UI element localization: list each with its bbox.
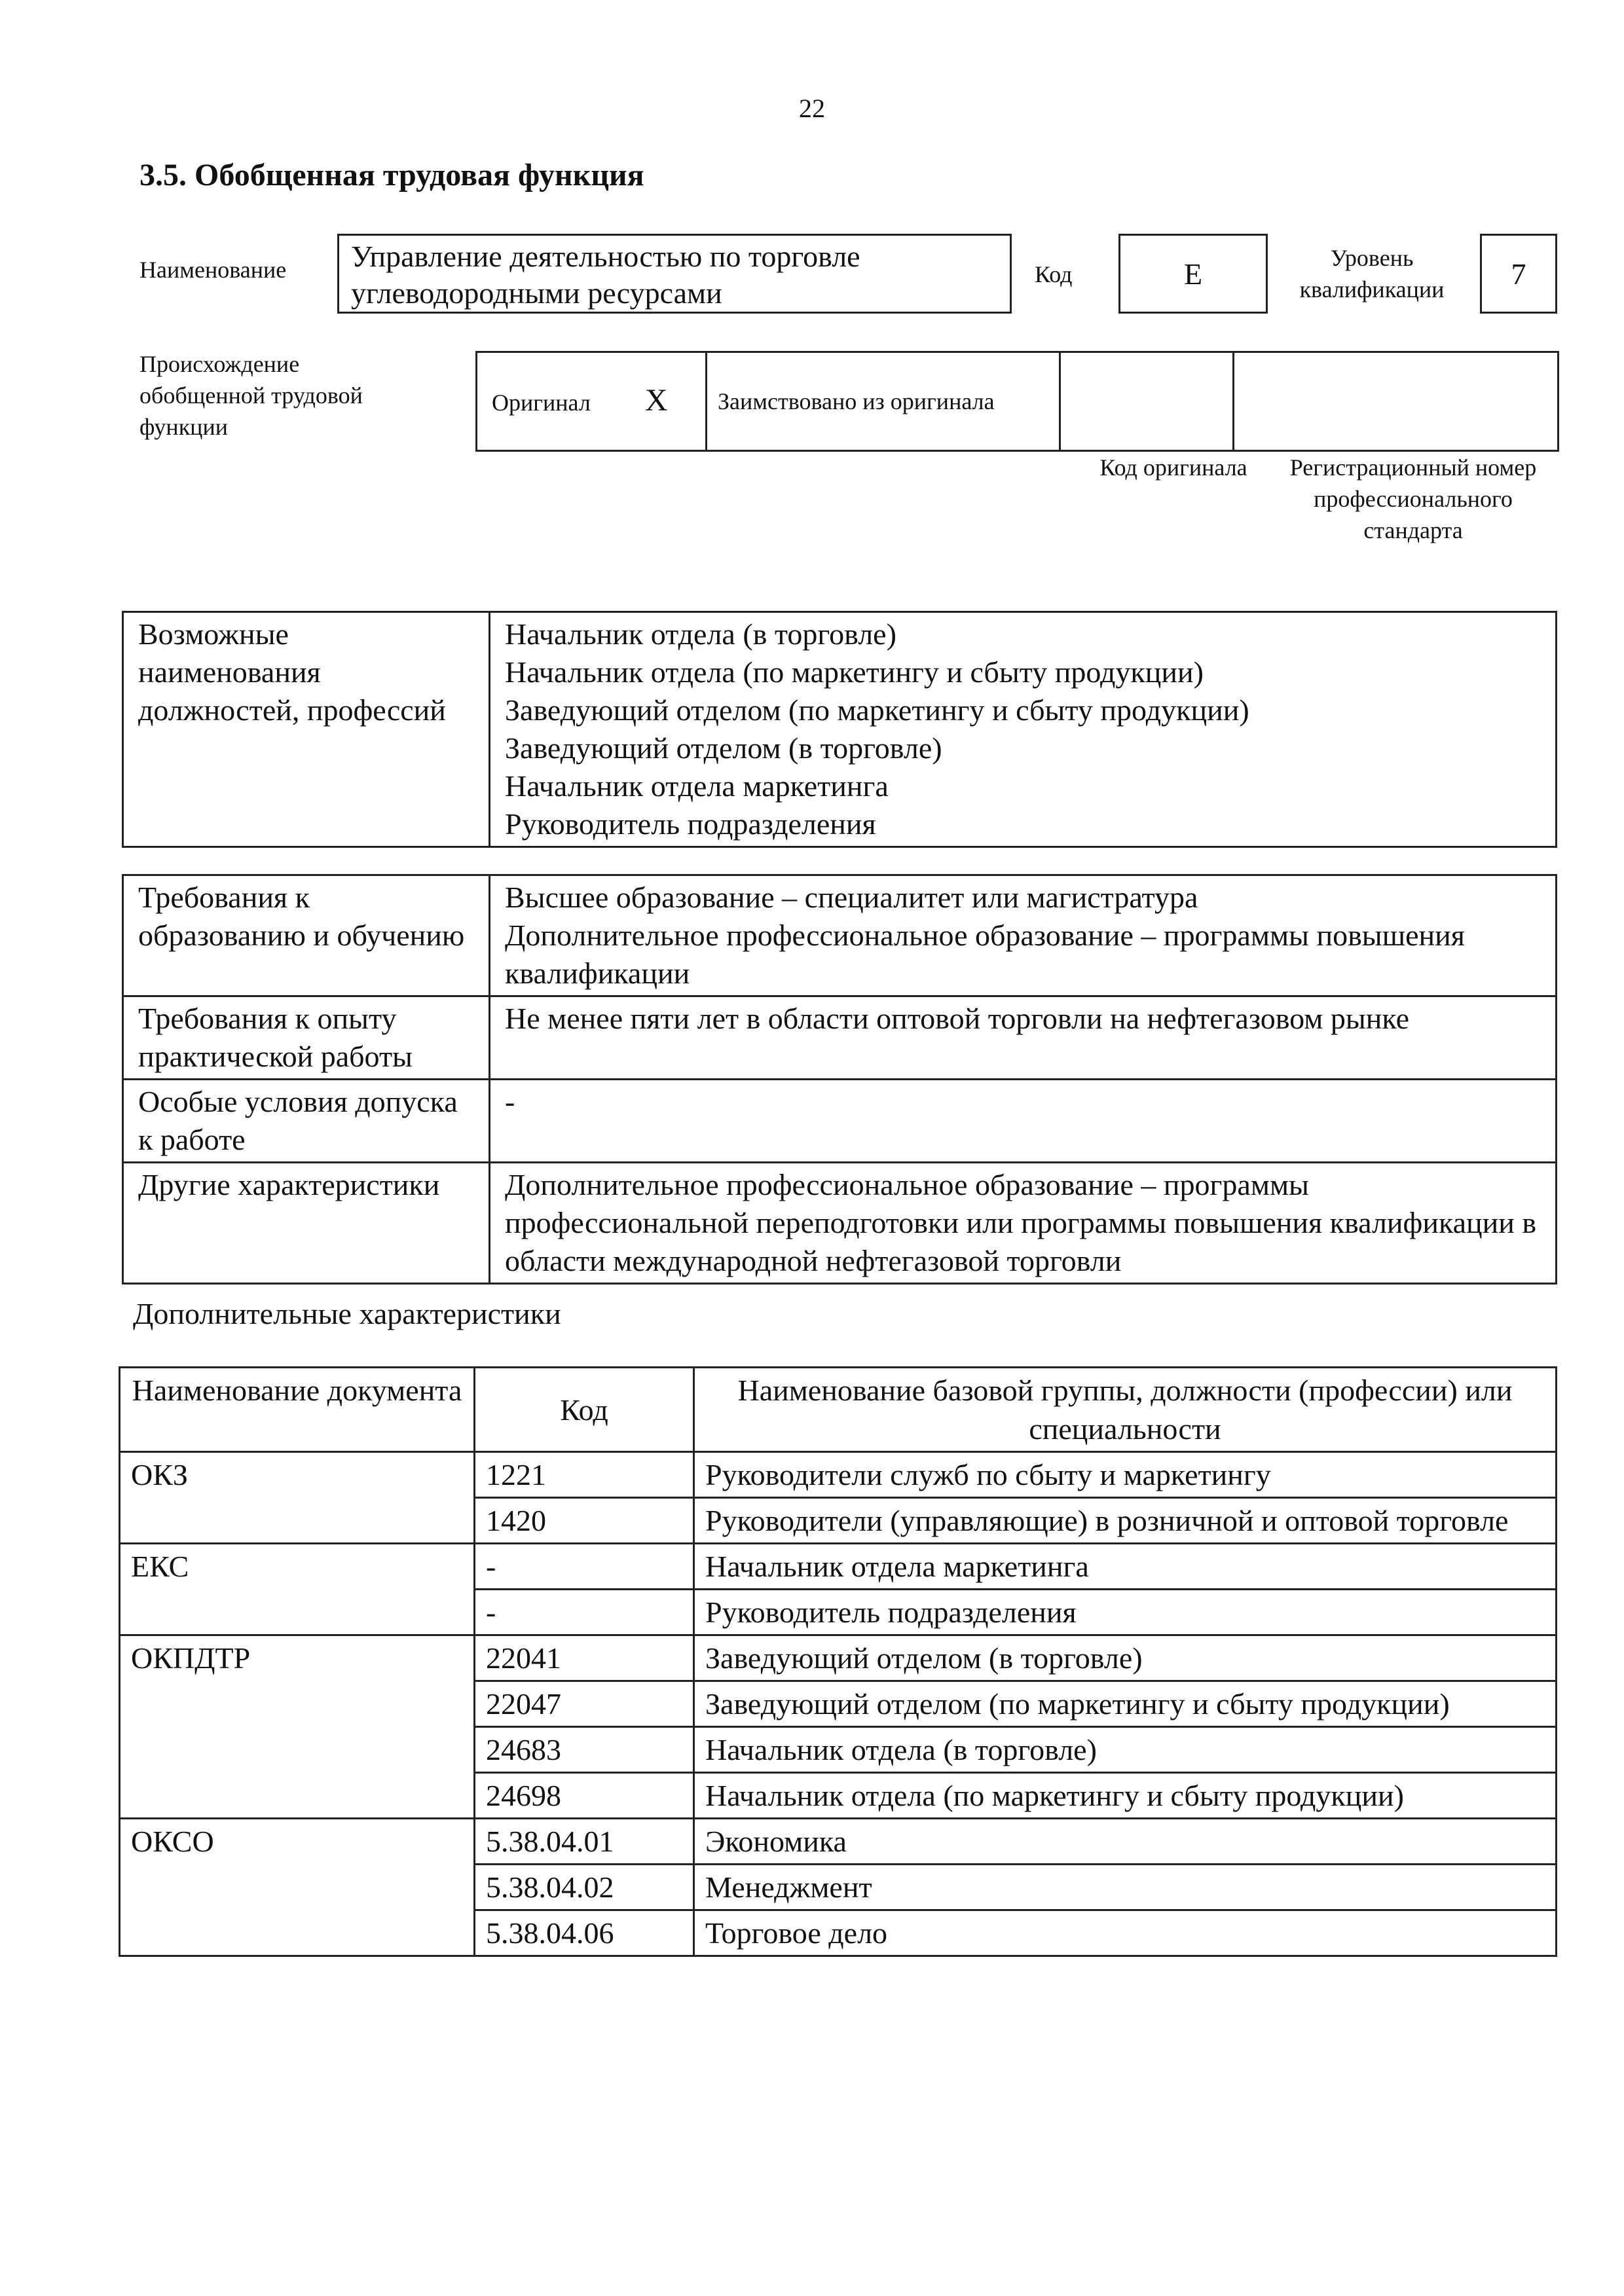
position-item: Заведующий отделом (в торговле) — [505, 731, 942, 765]
positions-table — [122, 611, 1557, 848]
requirements-table — [122, 874, 1557, 1285]
name-cell: Экономика — [694, 1819, 1557, 1865]
req-label: Требования к образованию и обучению — [123, 875, 490, 996]
name-cell: Заведующий отделом (по маркетингу и сбыту продукции) — [694, 1681, 1557, 1727]
origin-label: Происхождение обобщенной трудовой функции — [139, 351, 363, 440]
header-cell: Код — [475, 1368, 694, 1452]
name-value: Управление деятельностью по торговле углеводородными ресурсами — [337, 234, 1012, 314]
name-cell: Начальник отдела (по маркетингу и сбыту продукции) — [694, 1773, 1557, 1819]
doc-cell: ОКЗ — [120, 1452, 475, 1544]
reg-number-cell — [1234, 352, 1559, 451]
original-cell — [477, 352, 707, 451]
positions-list — [490, 612, 1557, 847]
name-cell: Начальник отдела (в торговле) — [694, 1727, 1557, 1773]
header-cell: Наименование базовой группы, должности (профессии) или специальности — [694, 1368, 1557, 1452]
original-label: Оригинал — [492, 389, 591, 416]
code-original-cell — [1060, 352, 1234, 451]
code-cell: 24698 — [475, 1773, 694, 1819]
req-label: Особые условия допуска к работе — [123, 1080, 490, 1163]
position-item: Заведующий отделом (по маркетингу и сбыту продукции) — [505, 693, 1249, 727]
additional-table — [119, 1366, 1557, 1957]
name-cell: Руководители (управляющие) в розничной и оптовой торговле — [694, 1498, 1557, 1544]
name-cell: Заведующий отделом (в торговле) — [694, 1635, 1557, 1681]
code-cell: 22041 — [475, 1635, 694, 1681]
level-label: Уровень квалификации — [1299, 245, 1445, 302]
req-label: Требования к опыту практической работы — [123, 996, 490, 1080]
code-cell: - — [475, 1590, 694, 1635]
reg-number-label: Регистрационный номер профессионального стандарта — [1289, 454, 1537, 543]
doc-cell: ОКПДТР — [120, 1635, 475, 1819]
req-label: Другие характеристики — [123, 1163, 490, 1284]
position-item: Начальник отдела (по маркетингу и сбыту продукции) — [505, 655, 1204, 689]
header-cell: Наименование документа — [120, 1368, 475, 1452]
page-number: 22 — [799, 94, 825, 123]
code-cell: 5.38.04.01 — [475, 1819, 694, 1865]
borrowed-label: Заимствовано из оригинала — [707, 352, 1060, 451]
code-value: E — [1118, 234, 1268, 314]
code-cell: - — [475, 1544, 694, 1590]
position-item: Начальник отдела (в торговле) — [505, 617, 896, 651]
code-original-label: Код оригинала — [1099, 454, 1247, 481]
doc-cell: ЕКС — [120, 1544, 475, 1635]
code-cell: 5.38.04.02 — [475, 1865, 694, 1910]
positions-label: Возможные наименования должностей, профессий — [123, 612, 490, 847]
name-cell: Начальник отдела маркетинга — [694, 1544, 1557, 1590]
req-value: Не менее пяти лет в области оптовой торговли на нефтегазовом рынке — [490, 996, 1557, 1080]
original-mark: X — [644, 382, 668, 418]
position-item: Начальник отдела маркетинга — [505, 769, 889, 803]
code-label: Код — [1035, 261, 1073, 287]
name-cell: Руководители служб по сбыту и маркетингу — [694, 1452, 1557, 1498]
req-value: Высшее образование – специалитет или магистратура Дополнительное профессиональное образование – программы повышения квалификации — [490, 875, 1557, 996]
code-cell: 1420 — [475, 1498, 694, 1544]
code-cell: 5.38.04.06 — [475, 1910, 694, 1956]
req-value: - — [490, 1080, 1557, 1163]
code-cell: 22047 — [475, 1681, 694, 1727]
name-cell: Менеджмент — [694, 1865, 1557, 1910]
additional-title: Дополнительные характеристики — [133, 1297, 561, 1330]
req-value: Дополнительное профессиональное образование – программы профессиональной переподготовки или программы повышения квалификации в области международной нефтегазовой торговли — [490, 1163, 1557, 1284]
section-title: 3.5. Обобщенная трудовая функция — [139, 158, 644, 192]
code-cell: 24683 — [475, 1727, 694, 1773]
name-cell: Руководитель подразделения — [694, 1590, 1557, 1635]
name-cell: Торговое дело — [694, 1910, 1557, 1956]
name-label: Наименование — [139, 257, 287, 283]
code-cell: 1221 — [475, 1452, 694, 1498]
origin-table — [475, 351, 1559, 452]
level-value: 7 — [1480, 234, 1557, 314]
doc-cell: ОКСО — [120, 1819, 475, 1956]
position-item: Руководитель подразделения — [505, 807, 876, 841]
